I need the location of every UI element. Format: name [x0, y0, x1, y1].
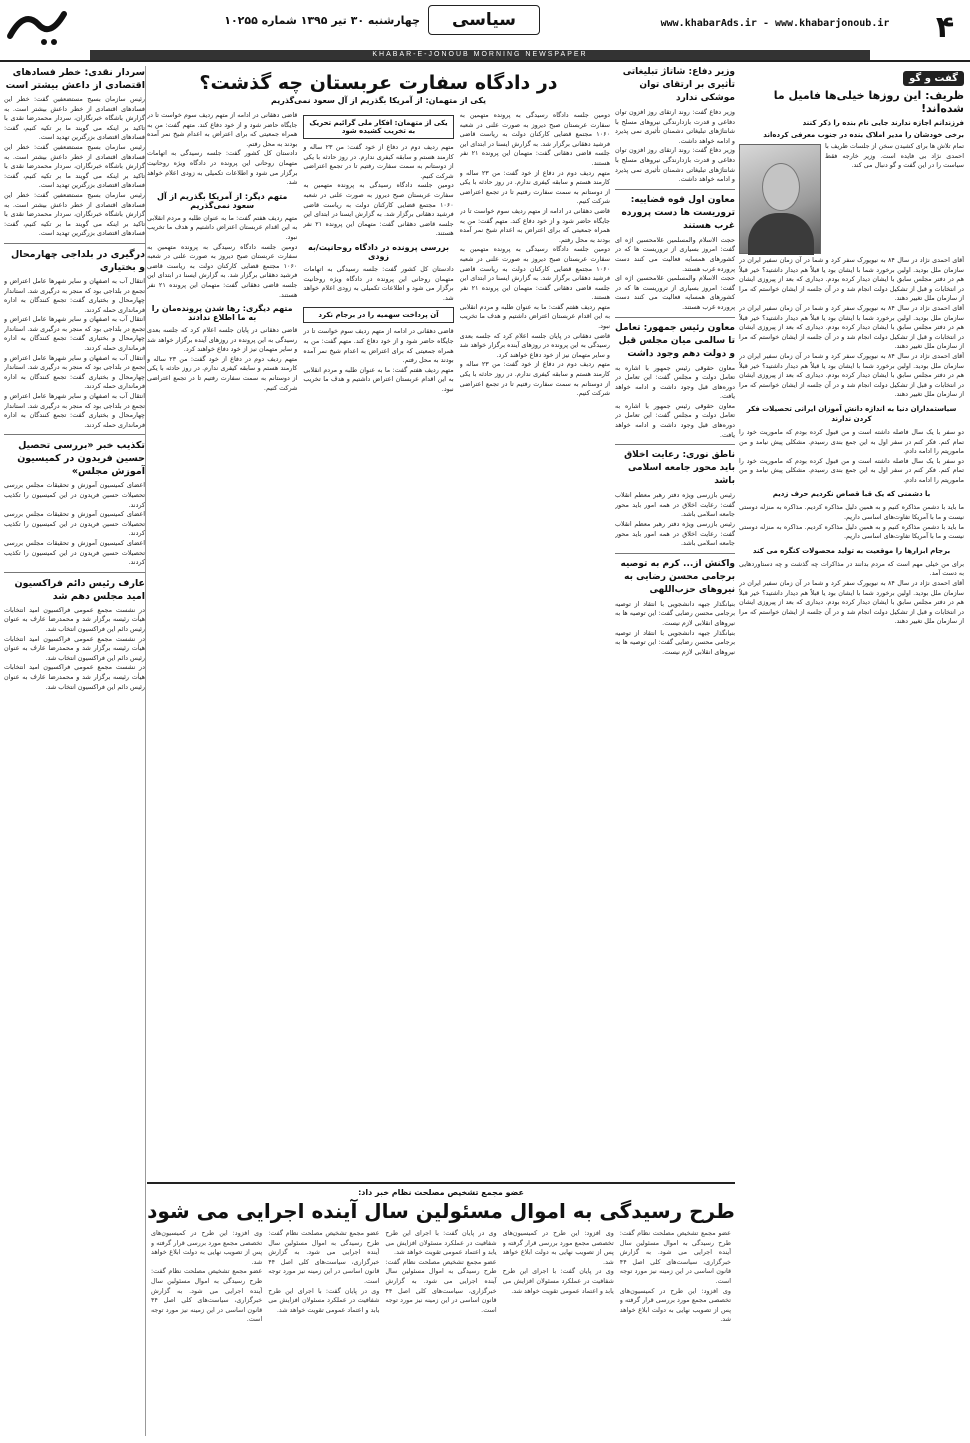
main-body-1f: قاضی دهقانی در پایان جلسه اعلام کرد که جلسه بعدی رسیدگی به این پرونده در روزهای آینده برگزار خواهد شد و سایر متهمان نیز از خود دفاع خواهند کرد. — [459, 331, 610, 359]
interview-body-2: دو سفر با یک سال فاصله داشته است و من قبول کرده بودم که ماموریت خود را تمام کنم. فکر کنم در سفر اول به این جمع بندی رسیدم. مشکلی پیش نیامد و من ماموریتم را ادامه دادم. — [739, 427, 964, 456]
bottom-body-3: وی در پایان گفت: با اجرای این طرح شفافیت در عملکرد مسئولان افزایش می یابد و اعتماد عمومی تقویت خواهد شد. — [385, 1229, 497, 1257]
main-article-col-3 — [147, 111, 297, 399]
bottom-body-3b: عضو مجمع تشخیص مصلحت نظام گفت: طرح رسیدگی به اموال مسئولین سال آینده اجرایی می شود. به گزارش خبرگزاری، سیاست‌های کلی اصل ۴۴ قانون اساسی در این زمینه نیز مورد توجه است. — [385, 1257, 497, 1314]
brief-body-rezaei-more: بنیانگذار جبهه دانشجویی با انتقاد از توصیه برجامی محسن رضایی گفت: این توصیه ها به نیروهای انقلابی لازم نیست. — [615, 628, 735, 656]
main-article-subtitle: یکی از متهمان: از آمریکا بگذریم از آل سعود نمی‌گذریم — [270, 96, 487, 105]
brief-head-vp[interactable]: معاون رئیس جمهور: تعامل تا سالمی میان مجلس قبل و دولت دهم وجود داشت — [615, 322, 735, 359]
main-body-1c: قاضی دهقانی در ادامه از متهم ردیف سوم خواست تا در جایگاه حاضر شود و از خود دفاع کند. متهم گفت: من به همراه جمعیتی که برای اعتراض به اعدام شیخ نمر آمده بودند به محل رفتم. — [459, 206, 610, 244]
bottom-body-4: عضو مجمع تشخیص مصلحت نظام گفت: طرح رسیدگی به اموال مسئولین سال آینده اجرایی می شود. به گزارش خبرگزاری، سیاست‌های کلی اصل ۴۴ قانون اساسی در این زمینه نیز مورد توجه است. — [268, 1229, 380, 1285]
brief-head-nategh[interactable]: ناطق نوری: رعایت اخلاق باید محور جامعه اسلامی باشد — [624, 450, 735, 487]
brief-head-judiciary[interactable]: معاون اول قوه قضاییه: تروریست ها دست پرورده غرب هستند — [621, 194, 735, 231]
left-body-boldaji: انتقال آب به اصفهان و سایر شهرها عامل اعتراض و تجمع در بلداجی بود که منجر به درگیری شد. استاندار چهارمحال و بختیاری گفت: تجمع کنندگان به اداره فرمانداری حمله کردند. — [4, 276, 145, 314]
main-article-col-2 — [303, 111, 453, 399]
bottom-kicker: عضو مجمع تشخیص مصلحت نظام خبر داد: — [358, 1188, 524, 1197]
interview-body-3-repeat: ما باید با دشمن مذاکره کنیم و به همین دلیل مذاکره کردیم. مذاکره به منزله دوستی نیست و ما با آمریکا تفاوت‌های اساسی داریم. — [739, 522, 964, 541]
left-body-aref: در نشست مجمع عمومی فراکسیون امید انتخابات هیأت رئیسه برگزار شد و محمدرضا عارف به عنوان رئیس دائم این فراکسیون انتخاب شد. — [4, 605, 145, 633]
interview-label: گفت و گو — [903, 71, 964, 86]
brief-body-nategh-more: رئیس بازرسی ویژه دفتر رهبر معظم انقلاب گفت: رعایت اخلاق در همه امور باید محور جامعه اسلامی باشد. — [615, 520, 735, 548]
divider — [615, 553, 735, 554]
main-body-6b: متهم ردیف دوم در دفاع از خود گفت: من ۲۳ ساله و کارمند هستم و سابقه کیفری ندارم. در روز حادثه با یکی از دوستانم به سمت سفارت رفتیم تا در تجمع اعتراضی شرکت کنیم. — [147, 354, 298, 392]
bottom-body-1: عضو مجمع تشخیص مصلحت نظام گفت: طرح رسیدگی به اموال مسئولین سال آینده اجرایی می شود. به گزارش خبرگزاری، سیاست‌های کلی اصل ۴۴ قانون اساسی در این زمینه نیز مورد توجه است. — [619, 1229, 731, 1285]
bottom-col-2 — [503, 1229, 614, 1419]
photo-face — [762, 163, 800, 211]
brief-body-defense-more: وزیر دفاع گفت: روند ارتقای روز افزون توان دفاعی و قدرت بازدارندگی نیروهای مسلح با شانتاژهای تبلیغاتی دشمنان تأثیری نمی پذیرد و ادامه خواهد داشت. — [615, 146, 735, 184]
left-body-naghdi-more-2: رئیس سازمان بسیج مستضعفین گفت: خطر این فسادهای اقتصادی از خطر داعش بیشتر است. به گزارش باشگاه خبرنگاران، سردار محمدرضا نقدی با تاکید بر اینکه می گویند ما بر تکیه کنیم، گفت: فسادهای اقتصادی بزرگترین تهدید است. — [4, 190, 145, 238]
main-body-2: متهم ردیف دوم در دفاع از خود گفت: من ۲۳ ساله و کارمند هستم و سابقه کیفری ندارم. در روز حادثه با یکی از دوستانم به سمت سفارت رفتیم تا در تجمع اعتراضی شرکت کنیم. — [303, 143, 454, 180]
bottom-article — [147, 1182, 735, 1436]
left-news-column — [4, 66, 146, 1436]
main-body-1g: متهم ردیف دوم در دفاع از خود گفت: من ۲۳ ساله و کارمند هستم و سابقه کیفری ندارم. در روز حادثه با یکی از دوستانم به سمت سفارت رفتیم تا در تجمع اعتراضی شرکت کنیم. — [459, 360, 610, 398]
interview-body-3: ما باید با دشمن مذاکره کنیم و به همین دلیل مذاکره کردیم. مذاکره به منزله دوستی نیست و ما با آمریکا تفاوت‌های اساسی داریم. — [739, 503, 964, 522]
bottom-title[interactable]: طرح رسیدگی به اموال مسئولین سال آینده اجرایی می شود — [147, 1199, 735, 1223]
brief-body-judiciary-more: حجت الاسلام والمسلمین غلامحسین اژه ای گفت: امروز بسیاری از تروریست ها که در کشورهای همسایه فعالیت می کنند دست پرورده غرب هستند. — [615, 274, 735, 311]
interview-subhead: فرزندانم اجازه ندارند جایی نام بنده را ذکر کنند — [802, 119, 964, 127]
interview-lede: تمام تلاش ها برای کشیدن سخن از جلسات ظریف با احمدی نژاد بی فایده است. وزیر خارجه فقط سیاست را در این گفت و گو دنبال می کند. — [825, 142, 964, 170]
interview-body-4: برای من خیلی مهم است که مردم بدانند در مذاکرات چه گذشت و چه دستاوردهایی به دست آمد. — [739, 559, 964, 578]
interview-column — [739, 66, 964, 1436]
main-body-1: دومین جلسه دادگاه رسیدگی به پرونده متهمین به سفارت عربستان صبح دیروز به صورت علنی در شعبه ۱۰۶۰ مجتمع قضایی کارکنان دولت به ریاست قاضی فرشید دهقانی برگزار شد. به گزارش ایسنا در ابتدای این جلسه قاضی دهقانی گفت: متهمان این پرونده ۲۱ نفر هستند. — [459, 111, 610, 167]
interview-body-2-repeat: دو سفر با یک سال فاصله داشته است و من قبول کرده بودم که ماموریت خود را تمام کنم. فکر کنم در سفر اول به این جمع بندی رسیدم. مشکلی پیش نیامد و من ماموریتم را ادامه دادم. — [739, 456, 964, 484]
main-body-6: قاضی دهقانی در پایان جلسه اعلام کرد که جلسه بعدی رسیدگی به این پرونده در روزهای آینده برگزار خواهد شد و سایر متهمان نیز از خود دفاع خواهند کرد. — [147, 326, 298, 354]
left-body-boldaji-more: انتقال آب به اصفهان و سایر شهرها عامل اعتراض و تجمع در بلداجی بود که منجر به درگیری شد. استاندار چهارمحال و بختیاری گفت: تجمع کنندگان به اداره فرمانداری حمله کردند. — [4, 315, 145, 353]
left-head-naghdi[interactable]: سردار نقدی: خطر فسادهای اقتصادی از داعش بیشتر است — [5, 67, 145, 91]
left-body-boldaji-more-3: انتقال آب به اصفهان و سایر شهرها عامل اعتراض و تجمع در بلداجی بود که منجر به درگیری شد. استاندار چهارمحال و بختیاری گفت: تجمع کنندگان به اداره فرمانداری حمله کردند. — [4, 392, 145, 429]
bottom-body-5b: عضو مجمع تشخیص مصلحت نظام گفت: طرح رسیدگی به اموال مسئولین سال آینده اجرایی می شود. به گزارش خبرگزاری، سیاست‌های کلی اصل ۴۴ قانون اساسی در این زمینه نیز مورد توجه است. — [150, 1267, 263, 1324]
main-body-1d: دومین جلسه دادگاه رسیدگی به پرونده متهمین به سفارت عربستان صبح دیروز به صورت علنی در شعبه ۱۰۶۰ مجتمع قضایی کارکنان دولت به ریاست قاضی فرشید دهقانی برگزار شد. به گزارش ایسنا در ابتدای این جلسه قاضی دهقانی گفت: متهمان این پرونده ۲۱ نفر هستند. — [459, 245, 610, 302]
main-quote-2: آن پرداخت سهمیه را در برجام نکرد — [303, 307, 453, 323]
main-body-4b: دادستان کل کشور گفت: جلسه رسیدگی به اتهامات متهمان روحانی این پرونده در دادگاه ویژه روحانیت برگزار می شود و اطلاعات تکمیلی به زودی اعلام خواهد شد. — [147, 149, 298, 187]
left-body-boldaji-more-2: انتقال آب به اصفهان و سایر شهرها عامل اعتراض و تجمع در بلداجی بود که منجر به درگیری شد. استاندار چهارمحال و بختیاری گفت: تجمع کنندگان به اداره فرمانداری حمله کردند. — [4, 353, 145, 391]
bottom-col-1 — [620, 1229, 731, 1419]
brief-head-rezaei[interactable]: واکنش از... کرم به توصیه برجامی محسن رضایی به نیروهای حزب‌اللهی — [620, 558, 735, 595]
interview-subhead-2: برخی خودشان را مدیر املاک بنده در جنوب معرفی کرده‌اند — [763, 131, 964, 139]
news-briefs-column — [615, 66, 735, 1176]
brief-body-nategh: رئیس بازرسی ویژه دفتر رهبر معظم انقلاب گفت: رعایت اخلاق در همه امور باید محور جامعه اسلامی باشد. — [615, 491, 735, 519]
bottom-col-5 — [151, 1229, 262, 1419]
left-head-boldaji[interactable]: درگیری در بلداجی چهارمحال و بختیاری — [11, 248, 145, 273]
bottom-body-2: وی افزود: این طرح در کمیسیون‌های تخصصی مجمع مورد بررسی قرار گرفته و پس از تصویب نهایی به دولت ابلاغ خواهد شد. — [502, 1229, 614, 1266]
bottom-col-3 — [385, 1229, 496, 1419]
dateline: چهارشنبه ۳۰ تیر ۱۳۹۵ شماره ۱۰۲۵۵ — [224, 14, 420, 27]
divider — [4, 243, 145, 244]
brief-body-vp-more: معاون حقوقی رئیس جمهور با اشاره به تعامل دولت و مجلس گفت: این تعامل در دوره‌های قبل وجود داشت و ادامه خواهد یافت. — [615, 401, 735, 439]
main-subhead-1: بررسی پرونده در دادگاه روحانیت/به زودی — [308, 242, 449, 261]
site-urls[interactable]: www.khabarAds.ir - www.khabarjonoub.ir — [660, 18, 890, 29]
brief-body-defense: وزیر دفاع گفت: روند ارتقای روز افزون توان دفاعی و قدرت بازدارندگی نیروهای مسلح با شانتاژهای تبلیغاتی دشمنان تأثیری نمی پذیرد و ادامه خواهد داشت. — [615, 108, 735, 145]
left-body-fereydoun-more-2: اعضای کمیسیون آموزش و تحقیقات مجلس بررسی تحصیلات حسین فریدون در این کمیسیون را تکذیب کردند. — [4, 538, 145, 567]
brief-body-judiciary: حجت الاسلام والمسلمین غلامحسین اژه ای گفت: امروز بسیاری از تروریست ها که در کشورهای همسایه فعالیت می کنند دست پرورده غرب هستند. — [615, 235, 735, 273]
divider — [615, 189, 735, 190]
brief-body-rezaei: بنیانگذار جبهه دانشجویی با انتقاد از توصیه برجامی محسن رضایی گفت: این توصیه ها به نیروهای انقلابی لازم نیست. — [615, 599, 735, 627]
main-article — [147, 66, 610, 1176]
section-title: سیاسی — [428, 5, 540, 35]
left-body-fereydoun-more: اعضای کمیسیون آموزش و تحقیقات مجلس بررسی تحصیلات حسین فریدون در این کمیسیون را تکذیب کردند. — [4, 510, 145, 538]
main-body-4: قاضی دهقانی در ادامه از متهم ردیف سوم خواست تا در جایگاه حاضر شود و از خود دفاع کند. متهم گفت: من به همراه جمعیتی که برای اعتراض به اعدام شیخ نمر آمده بودند به محل رفتم. — [147, 111, 298, 148]
divider — [4, 572, 145, 573]
bottom-body-2b: وی در پایان گفت: با اجرای این طرح شفافیت در عملکرد مسئولان افزایش می یابد و اعتماد عمومی تقویت خواهد شد. — [502, 1267, 614, 1295]
interview-lower-head: با دشمنی که یک قبا قصاص نکردیم حرف زدیم — [772, 490, 931, 499]
bottom-columns — [147, 1229, 735, 1419]
left-head-fereydoun[interactable]: تکذیب خبر «بررسی تحصیل حسین فریدون در کمیسیون آموزش مجلس» — [17, 440, 145, 478]
bottom-body-4b: وی در پایان گفت: با اجرای این طرح شفافیت در عملکرد مسئولان افزایش می یابد و اعتماد عمومی تقویت خواهد شد. — [268, 1286, 380, 1314]
divider — [615, 444, 735, 445]
interview-body-repeat: آقای احمدی نژاد در سال ۸۴ به نیویورک سفر کرد و شما در آن زمان سفیر ایران در سازمان ملل بودید. اولین برخورد شما با ایشان بود یا قبلاً هم دیدار داشتید؟ خیر قبلاً هم در دفتر مجلس سابق با ایشان دیدار کرده بودم. دیداری که بعد از پیروزی ایشان در انتخابات و قبل از تشکیل دولت انجام شد و در آن جلسه از ایشان خواستم که مرا از سازمان ملل تغییر دهند. — [739, 303, 964, 351]
interview-middle-head: سیاستمداران دنیا به اندازه دانش آموزان ایرانی تحصیلات فکر کردن ندارند — [746, 404, 957, 423]
bottom-col-4 — [268, 1229, 379, 1419]
main-article-columns — [147, 111, 610, 399]
logo-svg — [4, 2, 70, 50]
left-body-fereydoun: اعضای کمیسیون آموزش و تحقیقات مجلس بررسی تحصیلات حسین فریدون در این کمیسیون را تکذیب کردند. — [4, 481, 145, 509]
left-body-naghdi-more: رئیس سازمان بسیج مستضعفین گفت: خطر این فسادهای اقتصادی از خطر داعش بیشتر است. به گزارش باشگاه خبرنگاران، سردار محمدرضا نقدی با تاکید بر اینکه می گویند ما بر تکیه کنیم، گفت: فسادهای اقتصادی بزرگترین تهدید است. — [4, 142, 145, 190]
main-body-2b: دومین جلسه دادگاه رسیدگی به پرونده متهمین به سفارت عربستان صبح دیروز به صورت علنی در شعبه ۱۰۶۰ مجتمع قضایی کارکنان دولت به ریاست قاضی فرشید دهقانی برگزار شد. به گزارش ایسنا در ابتدای این جلسه قاضی دهقانی گفت: متهمان این پرونده ۲۱ نفر هستند. — [303, 181, 454, 238]
main-body-3c: متهم ردیف هفتم گفت: ما به عنوان طلبه و مردم انقلابی به این اقدام عربستان اعتراض داشتیم و هدف ما تخریب نبود. — [303, 365, 454, 393]
left-body-aref-more-2: در نشست مجمع عمومی فراکسیون امید انتخابات هیأت رئیسه برگزار شد و محمدرضا عارف به عنوان رئیس دائم این فراکسیون انتخاب شد. — [4, 663, 145, 691]
brief-body-vp: معاون حقوقی رئیس جمهور با اشاره به تعامل دولت و مجلس گفت: این تعامل در دوره‌های قبل وجود داشت و ادامه خواهد یافت. — [615, 363, 735, 401]
portrait-photo-icon — [739, 144, 821, 254]
interview-headline[interactable]: ظریف: این روزها خیلی‌ها فامیل ما شده‌اند! — [773, 89, 964, 115]
main-body-3: دادستان کل کشور گفت: جلسه رسیدگی به اتهامات متهمان روحانی این پرونده در دادگاه ویژه روحانیت برگزار می شود و اطلاعات تکمیلی به زودی اعلام خواهد شد. — [303, 264, 454, 302]
newspaper-banner: KHABAR-E-JONOUB MORNING NEWSPAPER — [90, 50, 870, 60]
interview-body-4-repeat: آقای احمدی نژاد در سال ۸۴ به نیویورک سفر کرد و شما در آن زمان سفیر ایران در سازمان ملل بودید. اولین برخورد شما با ایشان بود یا قبلاً هم دیدار داشتید؟ خیر قبلاً هم در دفتر مجلس سابق با ایشان دیدار کرده بودم. دیداری که بعد از پیروزی ایشان در انتخابات و قبل از تشکیل دولت انجام شد و در آن جلسه از ایشان خواستم که مرا از سازمان ملل تغییر دهند. — [739, 579, 964, 626]
interview-body-repeat-2: آقای احمدی نژاد در سال ۸۴ به نیویورک سفر کرد و شما در آن زمان سفیر ایران در سازمان ملل بودید. اولین برخورد شما با ایشان بود یا قبلاً هم دیدار داشتید؟ خیر قبلاً هم در دفتر مجلس سابق با ایشان دیدار کرده بودم. دیداری که بعد از پیروزی ایشان در انتخابات و قبل از تشکیل دولت انجام شد و در آن جلسه از ایشان خواستم که مرا از سازمان ملل تغییر دهند. — [739, 351, 964, 399]
main-body-5b: دومین جلسه دادگاه رسیدگی به پرونده متهمین به سفارت عربستان صبح دیروز به صورت علنی در شعبه ۱۰۶۰ مجتمع قضایی کارکنان دولت به ریاست قاضی فرشید دهقانی برگزار شد. به گزارش ایسنا در ابتدای این جلسه قاضی دهقانی گفت: متهمان این پرونده ۲۱ نفر هستند. — [147, 242, 298, 299]
page-number: ۴ — [935, 10, 955, 45]
divider — [615, 317, 735, 318]
brief-head-defense[interactable]: وزیر دفاع: شاتاژ تبلیغاتی تأثیری بر ارتقای توان موشکی ندارد — [622, 67, 735, 103]
interview-bottom-head: برجام ابزارها را موقعیت به تولید محصولات کنگره می کند — [752, 546, 951, 555]
main-body-1e: متهم ردیف هفتم گفت: ما به عنوان طلبه و مردم انقلابی به این اقدام عربستان اعتراض داشتیم و هدف ما تخریب نبود. — [459, 302, 610, 331]
newspaper-logo-icon — [4, 0, 70, 52]
divider — [4, 434, 145, 435]
bottom-body-5: وی افزود: این طرح در کمیسیون‌های تخصصی مجمع مورد بررسی قرار گرفته و پس از تصویب نهایی به دولت ابلاغ خواهد شد. — [150, 1229, 263, 1266]
left-body-aref-more: در نشست مجمع عمومی فراکسیون امید انتخابات هیأت رئیسه برگزار شد و محمدرضا عارف به عنوان رئیس دائم این فراکسیون انتخاب شد. — [4, 634, 145, 662]
main-body-3b: قاضی دهقانی در ادامه از متهم ردیف سوم خواست تا در جایگاه حاضر شود و از خود دفاع کند. متهم گفت: من به همراه جمعیتی که برای اعتراض به اعدام شیخ نمر آمده بودند به محل رفتم. — [303, 327, 454, 365]
left-body-naghdi: رئیس سازمان بسیج مستضعفین گفت: خطر این فسادهای اقتصادی از خطر داعش بیشتر است. به گزارش باشگاه خبرنگاران، سردار محمدرضا نقدی با تاکید بر اینکه می گویند ما بر تکیه کنیم، گفت: فسادهای اقتصادی بزرگترین تهدید است. — [4, 95, 145, 142]
bottom-body-1b: وی افزود: این طرح در کمیسیون‌های تخصصی مجمع مورد بررسی قرار گرفته و پس از تصویب نهایی به دولت ابلاغ خواهد شد. — [619, 1286, 731, 1324]
main-subhead-3: متهم دیگری: رها شدن پرونده‌مان را به ما اطلاع ندادند — [151, 304, 293, 323]
left-head-aref[interactable]: عارف رئیس دائم فراکسیون امید مجلس دهم شد — [14, 577, 145, 602]
main-body-5: متهم ردیف هفتم گفت: ما به عنوان طلبه و مردم انقلابی به این اقدام عربستان اعتراض داشتیم و هدف ما تخریب نبود. — [147, 213, 298, 241]
main-quote-1: یکی از متهمان: افکار ملی گرائیم تحریک به تخریب کشیده شود — [303, 115, 453, 139]
main-subhead-2: متهم دیگر: از آمریکا بگذریم از آل سعود نمی‌گذریم — [157, 191, 288, 210]
main-body-1b: متهم ردیف دوم در دفاع از خود گفت: من ۲۳ ساله و کارمند هستم و سابقه کیفری ندارم. در روز حادثه با یکی از دوستانم به سمت سفارت رفتیم تا در تجمع اعتراضی شرکت کنیم. — [459, 168, 610, 206]
main-article-col-1 — [460, 111, 610, 399]
interview-body: آقای احمدی نژاد در سال ۸۴ به نیویورک سفر کرد و شما در آن زمان سفیر ایران در سازمان ملل بودید. اولین برخورد شما با ایشان بود یا قبلاً هم دیدار داشتید؟ خیر قبلاً هم در دفتر مجلس سابق با ایشان دیدار کرده بودم. دیداری که بعد از پیروزی ایشان در انتخابات و قبل از تشکیل دولت انجام شد و در آن جلسه از ایشان خواستم که مرا از سازمان ملل تغییر دهند. — [739, 256, 964, 303]
main-article-title[interactable]: در دادگاه سفارت عربستان چه گذشت؟ — [199, 72, 558, 94]
masthead — [0, 0, 970, 62]
photo-body — [748, 213, 814, 255]
